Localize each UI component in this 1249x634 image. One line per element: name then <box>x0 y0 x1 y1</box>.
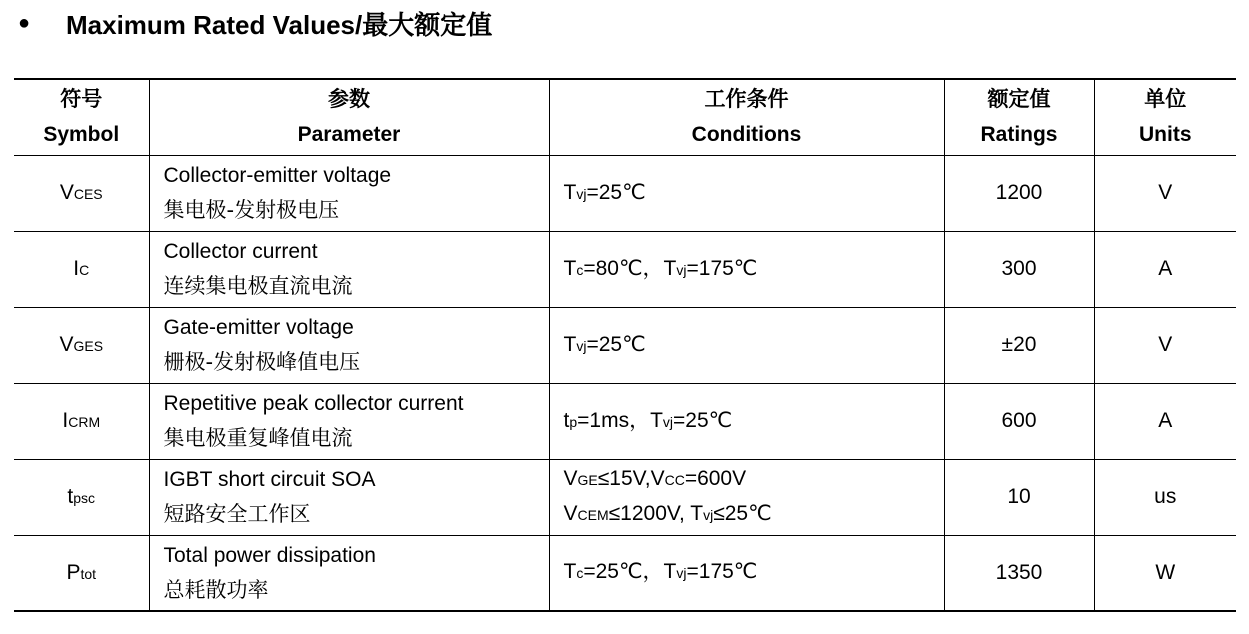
unit-cell: us <box>1094 459 1236 535</box>
conditions-cell: VGE≤15V,VCC=600V VCEM≤1200V, Tvj≤25℃ <box>549 459 944 535</box>
unit-cell: V <box>1094 307 1236 383</box>
rating-cell: 1200 <box>944 155 1094 231</box>
table-row <box>14 383 1236 459</box>
symbol-cell: VGES <box>59 333 104 356</box>
parameter-cell: Collector current 连续集电极直流电流 <box>149 231 549 307</box>
symbol-cell: tpsc <box>67 485 96 508</box>
section-title: Maximum Rated Values/最大额定值 <box>66 9 493 40</box>
conditions-cell: Tvj=25℃ <box>549 155 944 231</box>
conditions-cell: Tc=80℃，Tvj=175℃ <box>549 231 944 307</box>
table-row <box>14 231 1236 307</box>
parameter-cell: Total power dissipation 总耗散功率 <box>149 535 549 611</box>
conditions-cell: tp=1ms，Tvj=25℃ <box>549 383 944 459</box>
table-row <box>14 155 1236 231</box>
unit-cell: A <box>1094 383 1236 459</box>
unit-cell: W <box>1094 535 1236 611</box>
symbol-cell: Ptot <box>66 560 97 584</box>
rating-cell: 1350 <box>944 535 1094 611</box>
parameter-cell: IGBT short circuit SOA 短路安全工作区 <box>149 459 549 535</box>
header-symbol: 符号 Symbol <box>43 87 120 147</box>
unit-cell: V <box>1094 155 1236 231</box>
parameter-cell: Gate-emitter voltage 栅极-发射极峰值电压 <box>149 307 549 383</box>
section-heading <box>14 2 492 44</box>
parameter-cell: Repetitive peak collector current 集电极重复峰值电流 <box>149 383 549 459</box>
parameter-cell: Collector-emitter voltage 集电极-发射极电压 <box>149 155 549 231</box>
table-row <box>14 535 1236 611</box>
table-row <box>14 459 1236 535</box>
header-units: 单位 Units <box>1094 79 1236 155</box>
header-ratings: 额定值 Ratings <box>944 79 1094 155</box>
rating-cell: 10 <box>944 459 1094 535</box>
maximum-rated-values-table <box>14 78 1236 612</box>
bullet-icon: ● <box>18 11 31 34</box>
unit-cell: A <box>1094 231 1236 307</box>
rating-cell: ±20 <box>944 307 1094 383</box>
header-conditions: 工作条件 Conditions <box>549 79 944 155</box>
symbol-cell: VCES <box>59 181 103 204</box>
conditions-cell: Tvj=25℃ <box>549 307 944 383</box>
symbol-cell: IC <box>73 257 90 280</box>
symbol-cell: ICRM <box>62 409 101 432</box>
table-header-row <box>14 79 1236 155</box>
header-parameter: 参数 Parameter <box>149 79 549 155</box>
table-row <box>14 307 1236 383</box>
rating-cell: 300 <box>944 231 1094 307</box>
rating-cell: 600 <box>944 383 1094 459</box>
conditions-cell: Tc=25℃，Tvj=175℃ <box>549 535 944 611</box>
